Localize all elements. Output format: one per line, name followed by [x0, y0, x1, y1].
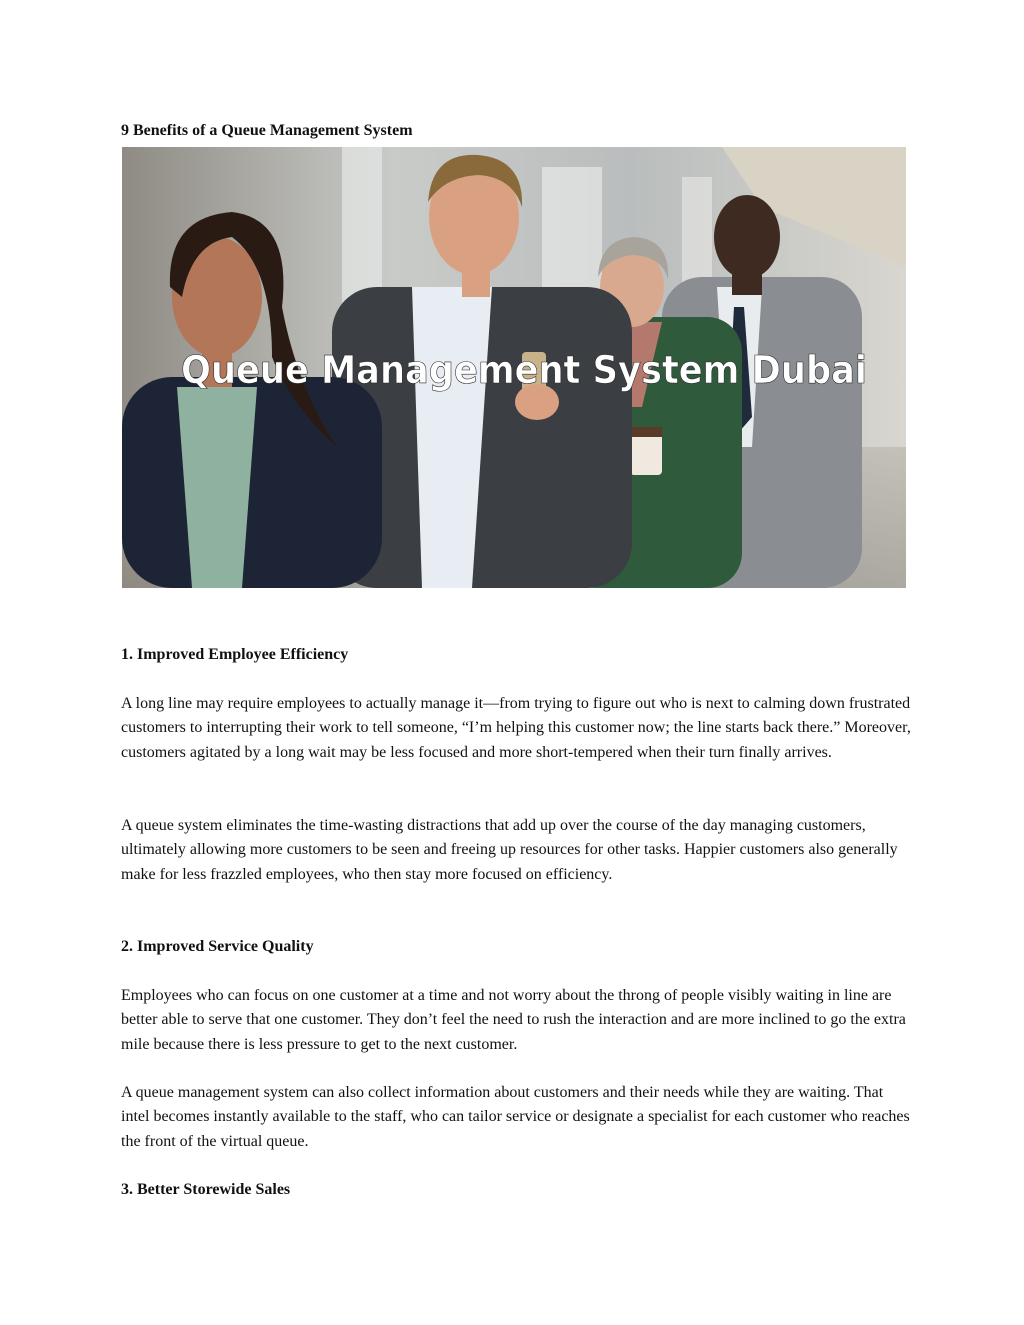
section-heading-1: 1. Improved Employee Efficiency — [121, 646, 349, 663]
document-title: 9 Benefits of a Queue Management System — [121, 122, 413, 139]
section-2-paragraph-1: Employees who can focus on one customer at a time and not worry about the throng of people visibly waiting in line are better able to serve that one customer. They don’t feel the need to rush the interaction and are more inclined to go the extra mile because there is less pressure to get to the next customer. — [121, 987, 906, 1053]
section-1-paragraph-1: A long line may require employees to actually manage it—from trying to figure out who is next to calming down frustrated customers to interrupting their work to tell someone, “I’m helping this customer now; the line starts back there.” Moreover, customers agitated by a long wait may be less focused and more short-tempered when their turn finally arrives. — [121, 695, 911, 761]
image-overlay-text: Queue Management System Dubai — [181, 348, 867, 392]
section-heading-2: 2. Improved Service Quality — [121, 938, 314, 955]
section-1-paragraph-2: A queue system eliminates the time-wasting distractions that add up over the course of the day managing customers, ultimately allowing more customers to be seen and freeing up resources for other tasks. Happier customers also generally make for less frazzled employees, who then stay more focused on efficiency. — [121, 817, 898, 883]
hero-image — [122, 147, 906, 588]
section-heading-3: 3. Better Storewide Sales — [121, 1181, 291, 1198]
section-2-paragraph-2: A queue management system can also collect information about customers and their needs while they are waiting. That intel becomes instantly available to the staff, who can tailor service or designate a specialist for each customer who reaches the front of the virtual queue. — [121, 1084, 910, 1150]
